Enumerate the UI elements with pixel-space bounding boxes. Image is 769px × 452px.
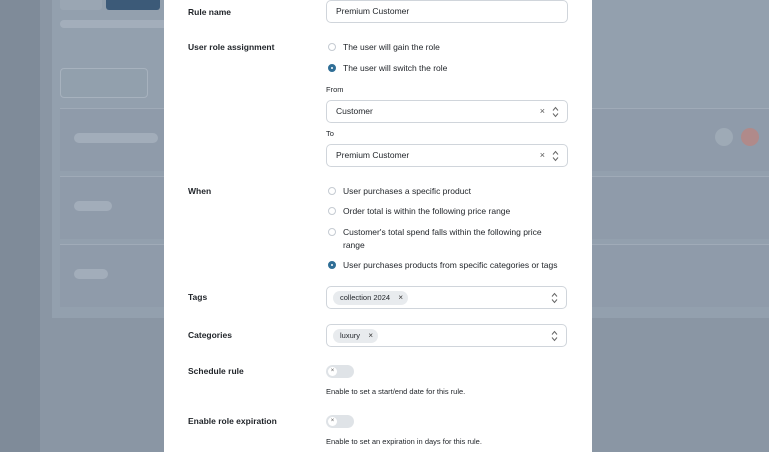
schedule-toggle[interactable] bbox=[326, 365, 354, 378]
category-chip-label: luxury bbox=[340, 331, 361, 340]
when-label: When bbox=[188, 186, 212, 196]
to-role-select[interactable] bbox=[326, 144, 568, 167]
background-row-label bbox=[74, 201, 112, 211]
clear-icon[interactable]: × bbox=[539, 150, 545, 160]
toggle-off-icon: × bbox=[328, 417, 337, 426]
radio-indicator bbox=[328, 261, 336, 269]
schedule-label: Schedule rule bbox=[188, 366, 244, 376]
tag-chip-label: collection 2024 bbox=[340, 293, 391, 302]
when-option-label: User purchases products from specific categories or tags bbox=[343, 260, 558, 270]
when-option-label: User purchases a specific product bbox=[343, 186, 472, 196]
from-label: From bbox=[326, 85, 344, 94]
remove-tag-icon[interactable]: × bbox=[398, 293, 404, 302]
expiration-help-text: Enable to set an expiration in days for this rule. bbox=[326, 437, 482, 446]
radio-indicator bbox=[328, 207, 336, 215]
expiration-toggle[interactable] bbox=[326, 415, 354, 428]
tags-label: Tags bbox=[188, 292, 208, 302]
background-subtitle bbox=[60, 20, 180, 28]
rule-name-input[interactable]: Premium Customer bbox=[326, 0, 568, 23]
to-role-value: Premium Customer bbox=[336, 150, 410, 160]
rule-modal bbox=[164, 0, 592, 452]
to-label: To bbox=[326, 129, 334, 138]
remove-category-icon[interactable]: × bbox=[368, 331, 374, 340]
assignment-label: User role assignment bbox=[188, 42, 275, 52]
category-chip bbox=[333, 329, 378, 343]
background-row-label bbox=[74, 269, 108, 279]
clear-icon[interactable]: × bbox=[539, 106, 545, 116]
chevron-updown-icon bbox=[552, 106, 559, 118]
background-row-label bbox=[74, 133, 158, 143]
background-add-button bbox=[60, 68, 148, 98]
background-tab bbox=[60, 0, 102, 10]
chevron-updown-icon bbox=[551, 330, 558, 342]
background-primary-button bbox=[106, 0, 160, 10]
from-role-value: Customer bbox=[336, 106, 373, 116]
categories-label: Categories bbox=[188, 330, 232, 340]
when-option-label: Customer's total spend falls within the following price bbox=[343, 227, 542, 237]
background-sidebar bbox=[0, 0, 40, 452]
categories-multiselect[interactable] bbox=[326, 324, 567, 347]
expiration-label: Enable role expiration bbox=[188, 416, 277, 426]
assignment-option-label: The user will switch the role bbox=[343, 63, 448, 73]
tags-multiselect[interactable] bbox=[326, 286, 567, 309]
tag-chip bbox=[333, 291, 408, 305]
from-role-select[interactable] bbox=[326, 100, 568, 123]
radio-indicator bbox=[328, 64, 336, 72]
toggle-off-icon: × bbox=[328, 367, 337, 376]
when-option-label-continued: range bbox=[343, 240, 365, 250]
background-edit-icon bbox=[715, 128, 733, 146]
assignment-option-label: The user will gain the role bbox=[343, 42, 440, 52]
radio-indicator bbox=[328, 43, 336, 51]
schedule-help-text: Enable to set a start/end date for this rule. bbox=[326, 387, 466, 396]
radio-indicator bbox=[328, 187, 336, 195]
when-option-label: Order total is within the following price range bbox=[343, 206, 511, 216]
chevron-updown-icon bbox=[551, 292, 558, 304]
rule-name-label: Rule name bbox=[188, 7, 231, 17]
chevron-updown-icon bbox=[552, 150, 559, 162]
background-delete-icon bbox=[741, 128, 759, 146]
radio-indicator bbox=[328, 228, 336, 236]
